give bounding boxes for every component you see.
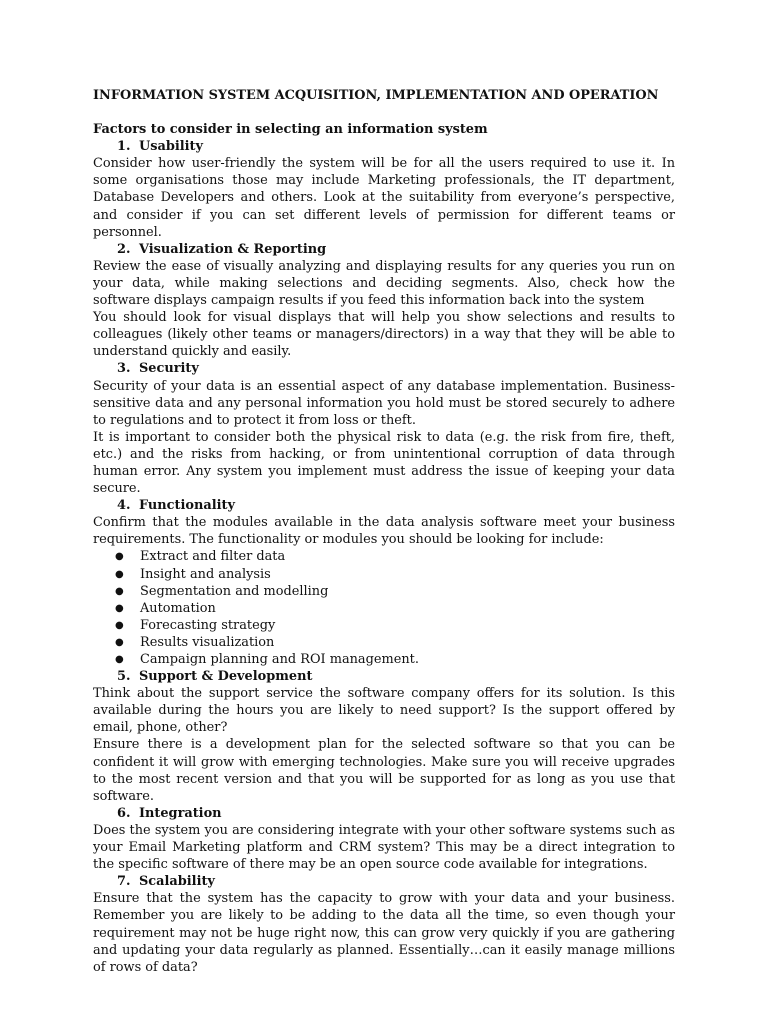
list-item <box>93 548 675 565</box>
section-number: 2. <box>117 241 131 257</box>
document-page <box>93 87 675 976</box>
section-number: 6. <box>117 805 131 821</box>
section-heading <box>93 497 675 514</box>
section-title: Scalability <box>139 874 215 890</box>
bullet-icon: ● <box>115 602 124 614</box>
section-scalability <box>93 873 675 976</box>
section-heading <box>93 360 675 377</box>
section-paragraph: Consider how user-friendly the system will be for all the users required to use it. In some organisations those may include Marketing professionals, the IT department, Database Developers and others. Look at the suitability from everyone’s perspective, and consider if you can set different levels of permission for different teams or personnel. <box>93 156 675 240</box>
bullet-icon: ● <box>115 585 124 597</box>
section-paragraph: Does the system you are considering integrate with your other software systems such as your Email Marketing platform and CRM system? This may be a direct integration to the specific software of there may be an open source code available for integrations. <box>93 822 675 873</box>
list-item-text: Automation <box>140 600 216 616</box>
bullet-icon: ● <box>115 654 124 665</box>
section-visualization-reporting <box>93 241 675 361</box>
bullet-icon: ● <box>115 568 124 580</box>
list-item-text: Forecasting strategy <box>140 617 276 633</box>
bullet-icon: ● <box>115 551 124 563</box>
section-heading <box>93 805 675 822</box>
section-security <box>93 360 675 497</box>
list-item <box>93 600 675 617</box>
bullet-icon: ● <box>115 636 124 648</box>
section-integration <box>93 805 675 873</box>
section-paragraph: Security of your data is an essential aspect of any database implementation. Business-sensitive data and any personal information you hold must be stored securely to adhere to regulations and to protect it from loss or theft. <box>93 378 675 428</box>
list-item-text: Segmentation and modelling <box>140 583 329 599</box>
section-paragraph: You should look for visual displays that will help you show selections and results to colleagues (likely other teams or managers/directors) in a way that they will be able to understand quickly and easily. <box>93 310 675 360</box>
section-number: 7. <box>117 874 131 890</box>
section-paragraph: Confirm that the modules available in the data analysis software meet your business requirements. The functionality or modules you should be looking for include: <box>93 515 675 548</box>
section-title: Support & Development <box>139 669 313 685</box>
section-heading <box>93 873 675 890</box>
section-title: Visualization & Reporting <box>139 241 327 257</box>
section-paragraph: Ensure that the system has the capacity to grow with your data and your business. Remember you are likely to be adding to the data all the time, so even though your requirement may not be huge right now, this can grow very quickly if you are gathering and updating your data regularly as planned. Essentially…can it easily manage millions of rows of data? <box>93 891 675 975</box>
section-number: 5. <box>117 669 131 685</box>
section-heading <box>93 138 675 155</box>
list-item <box>93 566 675 583</box>
section-title: Security <box>139 361 199 377</box>
section-title: Integration <box>139 805 222 821</box>
list-item-text: Extract and filter data <box>140 549 286 565</box>
list-item <box>93 583 675 600</box>
bullet-icon: ● <box>115 619 124 631</box>
section-paragraph: Review the ease of visually analyzing and displaying results for any queries you run on your data, while making selections and deciding segments. Also, check how the software displays campaign results if you feed this information back into the system <box>93 258 675 309</box>
list-item-text: Results visualization <box>140 634 275 650</box>
section-number: 1. <box>117 139 131 155</box>
section-usability <box>93 138 675 241</box>
list-item <box>93 634 675 651</box>
section-paragraph: Ensure there is a development plan for the selected software so that you can be confident it will grow with emerging technologies. Make sure you will receive upgrades to the most recent version and that you will be supported for as long as you use that software. <box>93 737 675 804</box>
section-support-development <box>93 668 675 805</box>
list-item <box>93 617 675 634</box>
section-functionality <box>93 497 675 668</box>
section-title: Usability <box>139 139 203 155</box>
section-heading <box>93 241 675 258</box>
list-item-text: Insight and analysis <box>140 566 271 582</box>
list-item <box>93 651 675 668</box>
section-paragraph: It is important to consider both the physical risk to data (e.g. the risk from fire, theft, etc.) and the risks from hacking, or from unintentional corruption of data through human error. Any system you implement must address the issue of keeping your data secure. <box>93 429 675 497</box>
functionality-bullet-list <box>93 548 675 668</box>
section-paragraph: Think about the support service the software company offers for its solution. Is this available during the hours you are likely to need support? Is the support offered by email, phone, other? <box>93 686 675 736</box>
document-title: INFORMATION SYSTEM ACQUISITION, IMPLEMENTATION AND OPERATION <box>93 88 659 103</box>
section-heading <box>93 668 675 685</box>
section-number: 3. <box>117 361 131 377</box>
section-title: Functionality <box>139 498 235 514</box>
section-number: 4. <box>117 498 131 514</box>
document-subtitle: Factors to consider in selecting an information system <box>93 122 488 138</box>
list-item-text: Campaign planning and ROI management. <box>140 652 419 667</box>
